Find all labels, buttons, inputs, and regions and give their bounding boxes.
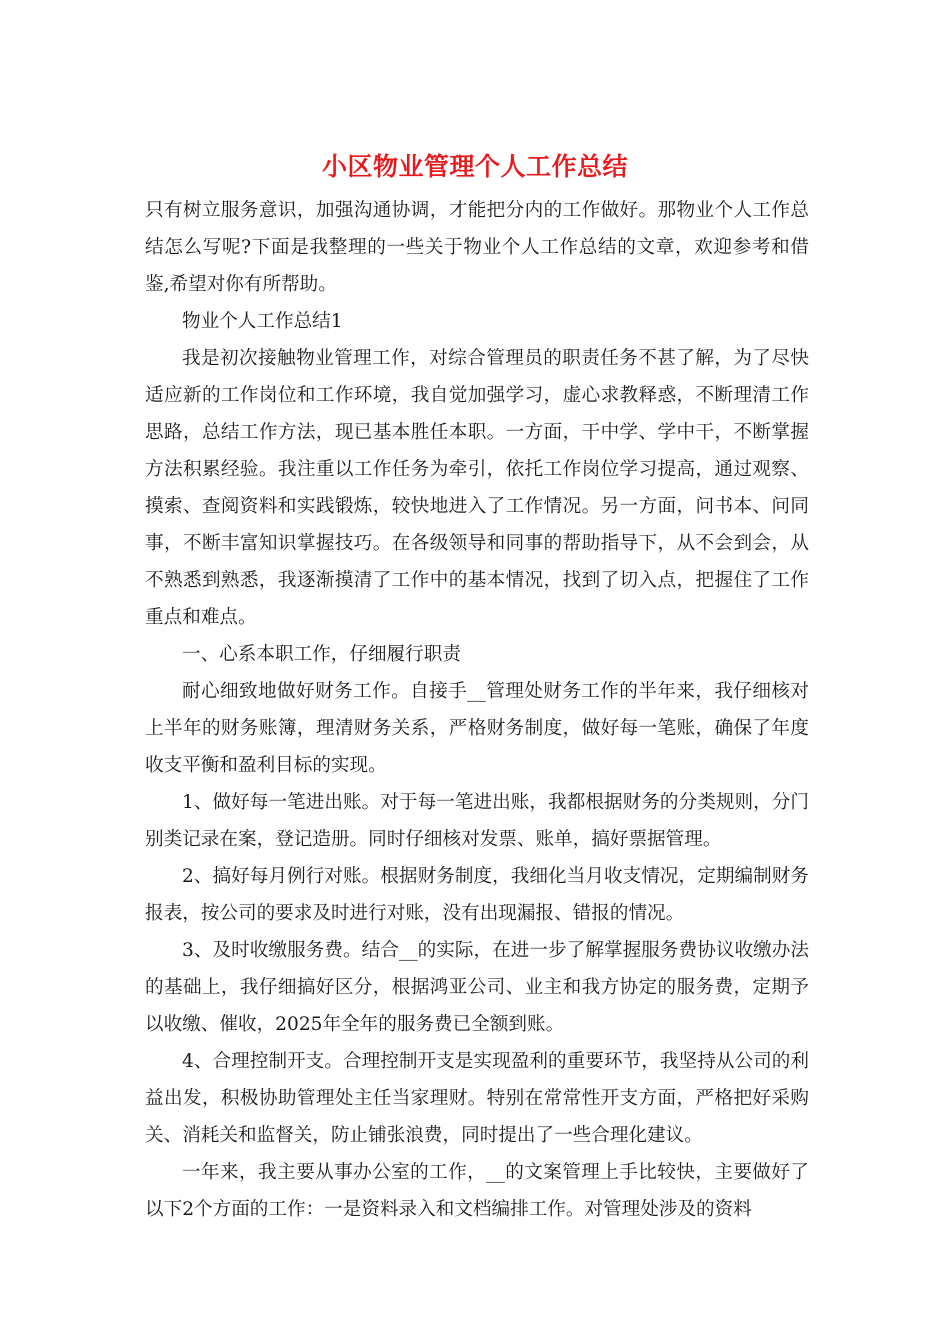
list-item-3: 3、及时收缴服务费。结合__的实际，在进一步了解掌握服务费协议收缴办法的基础上，我仔细搞好区分，根据鸿亚公司、业主和我方协定的服务费，定期予以收缴、催收，2025年全年的服务费已全额到账。 (145, 940, 809, 1035)
list-item-4: 4、合理控制开支。合理控制开支是实现盈利的重要环节，我坚持从公司的利益出发，积极协助管理处主任当家理财。特别在常常性开支方面，严格把好采购关、消耗关和监督关，防止铺张浪费，同时提出了一些合理化建议。 (145, 1051, 809, 1146)
list-item-1: 1、做好每一笔进出账。对于每一笔进出账，我都根据财务的分类规则，分门别类记录在案，登记造册。同时仔细核对发票、账单，搞好票据管理。 (145, 792, 809, 850)
body-paragraph: 我是初次接触物业管理工作，对综合管理员的职责任务不甚了解，为了尽快适应新的工作岗位和工作环境，我自觉加强学习，虚心求教释惑，不断理清工作思路，总结工作方法，现已基本胜任本职。一方面，干中学、学中干，不断掌握方法积累经验。我注重以工作任务为牵引，依托工作岗位学习提高，通过观察、摸索、查阅资料和实践锻炼，较快地进入了工作情况。另一方面，问书本、问同事，不断丰富知识掌握技巧。在各级领导和同事的帮助指导下，从不会到会，从不熟悉到熟悉，我逐渐摸清了工作中的基本情况，找到了切入点，把握住了工作重点和难点。 (145, 348, 809, 628)
list-item-2: 2、搞好每月例行对账。根据财务制度，我细化当月收支情况，定期编制财务报表，按公司的要求及时进行对账，没有出现漏报、错报的情况。 (145, 866, 809, 924)
document-body (145, 192, 809, 1228)
intro-paragraph: 只有树立服务意识，加强沟通协调，才能把分内的工作做好。那物业个人工作总结怎么写呢?下面是我整理的一些关于物业个人工作总结的文章，欢迎参考和借鉴,希望对你有所帮助。 (145, 200, 809, 295)
document-title: 小区物业管理个人工作总结 (321, 152, 628, 181)
body-paragraph: 一年来，我主要从事办公室的工作，__的文案管理上手比较快，主要做好了以下2个方面的工作：一是资料录入和文档编排工作。对管理处涉及的资料 (145, 1162, 809, 1220)
section-heading-1: 一、心系本职工作，仔细履行职责 (182, 644, 461, 665)
section-heading-summary-1: 物业个人工作总结1 (182, 311, 343, 332)
body-paragraph: 耐心细致地做好财务工作。自接手__管理处财务工作的半年来，我仔细核对上半年的财务账簿，理清财务关系，严格财务制度，做好每一笔账，确保了年度收支平衡和盈利目标的实现。 (145, 681, 809, 776)
